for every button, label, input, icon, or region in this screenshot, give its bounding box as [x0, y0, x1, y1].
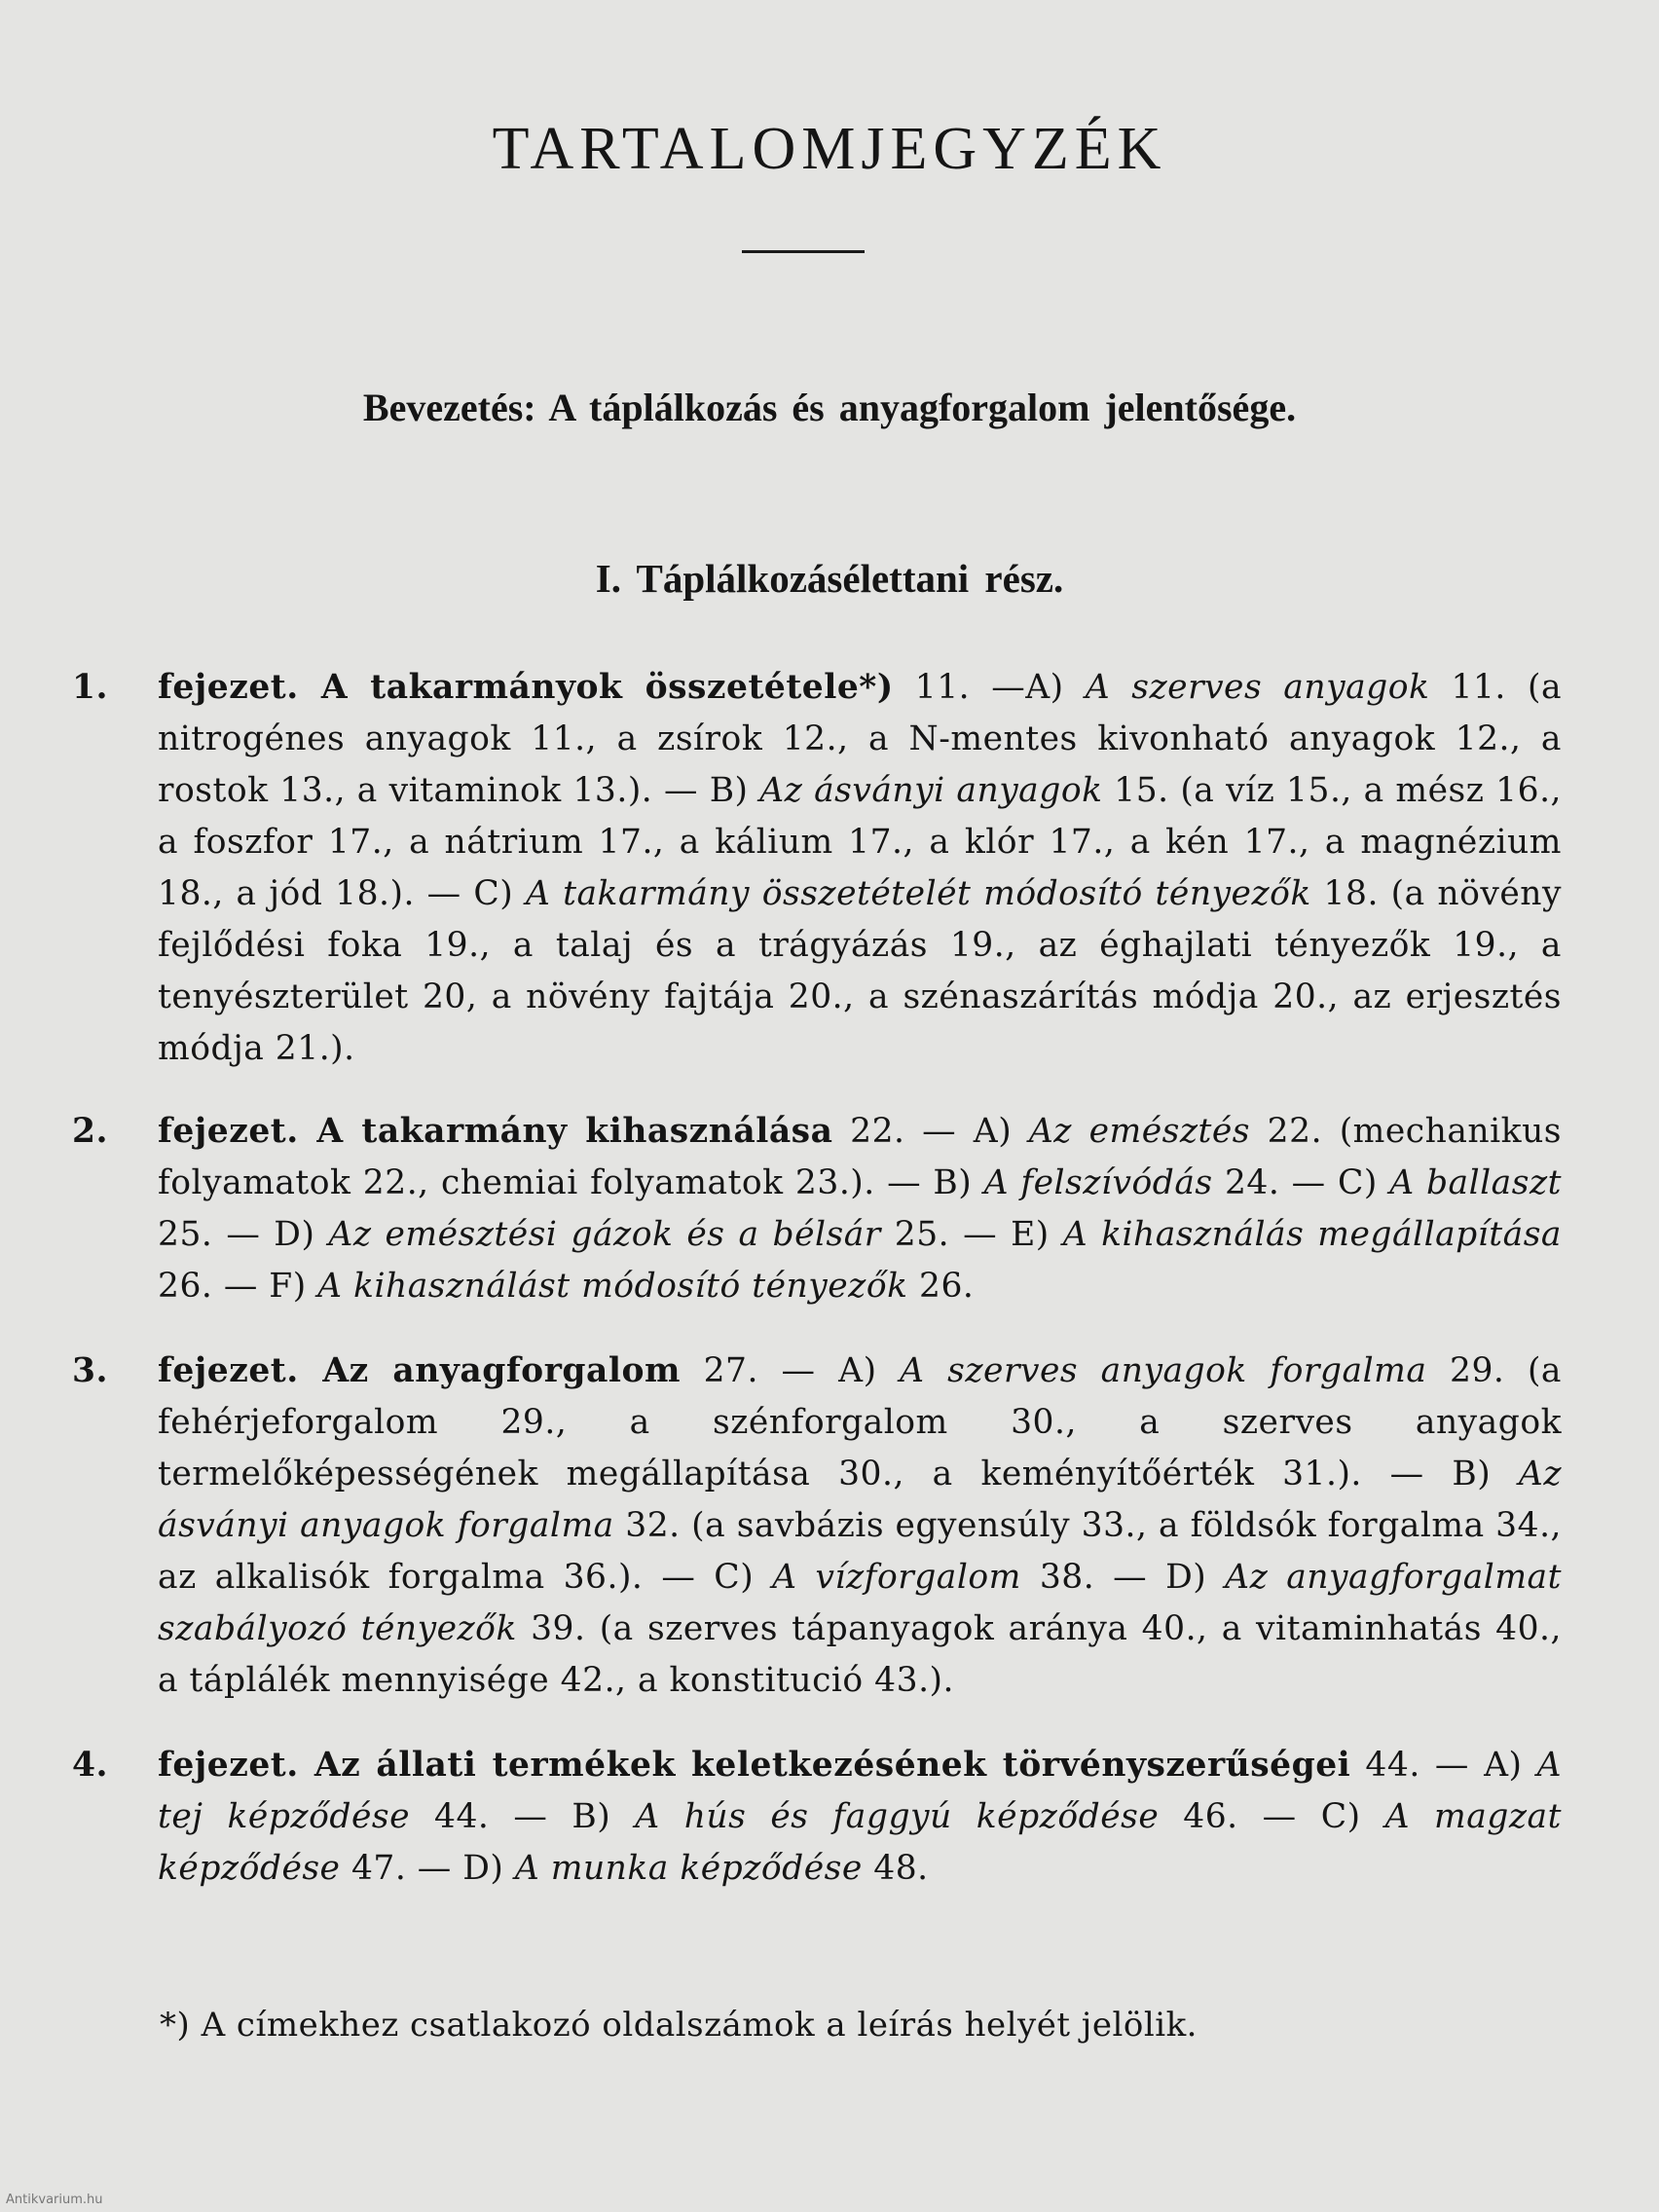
chapter-number: 1.	[72, 668, 109, 707]
chapter-segment: 27. — A)	[680, 1351, 901, 1390]
chapter-entry	[72, 1740, 1562, 1895]
chapter-text	[158, 668, 1562, 1068]
chapter-entry	[72, 1346, 1562, 1707]
chapter-segment: 44. — B)	[409, 1797, 636, 1836]
chapter-number: 4.	[72, 1746, 109, 1785]
footnote: *) A címekhez csatlakozó oldalszámok a leírás helyét jelölik.	[160, 2006, 1198, 2045]
chapter-section-title: A munka képződése	[514, 1849, 863, 1888]
chapter-segment: 25. — E)	[880, 1215, 1063, 1254]
chapter-section-title: A takarmány összetételét módosító tényezők	[525, 874, 1311, 913]
chapter-section-title: A hús és faggyú képződése	[635, 1797, 1160, 1836]
chapter-label: fejezet. Az anyagforgalom	[158, 1351, 681, 1390]
chapter-section-title: A vízforgalom	[772, 1558, 1021, 1597]
chapter-segment: 15. (a víz 15., a mész 16., a foszfor 17., a nátrium 17., a kálium 17., a klór 17., a kén 17., a magnézium 18., a jód 18.). — C)	[158, 771, 1562, 913]
chapter-segment: 26. — F)	[158, 1267, 318, 1306]
chapter-segment: 22. (mechanikus folyamatok 22., chemiai folyamatok 23.). — B)	[158, 1112, 1562, 1202]
chapter-section-title: Az ásványi anyagok	[759, 771, 1103, 810]
chapter-segment: 18. (a növény fejlődési foka 19., a talaj és a trágyázás 19., az éghajlati tényezők 19., a tenyészterület 20, a növény fajtája 20., a szénaszárítás módja 20., az erjesztés módja 21.).	[158, 874, 1562, 1068]
chapter-entry	[72, 662, 1562, 1075]
chapter-entry	[72, 1106, 1562, 1312]
chapter-segment: 29. (a fehérjeforgalom 29., a szénforgalom 30., a szerves anyagok termelőképességének megállapítása 30., a keményítőérték 31.). — B)	[158, 1351, 1562, 1493]
chapter-segment: 32. (a savbázis egyensúly 33., a földsók forgalma 34., az alkalisók forgalma 36.). — C)	[158, 1506, 1562, 1597]
chapter-list	[72, 662, 1562, 1928]
chapter-section-title: A magzat képződése	[158, 1797, 1562, 1888]
chapter-label: fejezet. A takarmány kihasználása	[158, 1112, 833, 1151]
chapter-segment: 26.	[907, 1267, 975, 1306]
chapter-text	[158, 1746, 1562, 1888]
chapter-contents	[158, 668, 1562, 1068]
chapter-segment: 47. — D)	[340, 1849, 515, 1888]
chapter-section-title: A szerves anyagok forgalma	[900, 1351, 1427, 1390]
chapter-section-title: Az emésztés	[1028, 1112, 1251, 1151]
chapter-segment: 38. — D)	[1020, 1558, 1226, 1597]
chapter-text	[158, 1351, 1562, 1700]
chapter-section-title: A felszívódás	[983, 1163, 1213, 1202]
chapter-segment: 39. (a szerves tápanyagok aránya 40., a vitaminhatás 40., a táplálék mennyisége 42., a konstitució 43.).	[158, 1609, 1562, 1700]
chapter-segment: 25. — D)	[158, 1215, 329, 1254]
chapter-section-title: A ballaszt	[1389, 1163, 1562, 1202]
chapter-number: 3.	[72, 1351, 109, 1390]
chapter-number: 2.	[72, 1112, 109, 1151]
chapter-section-title: A tej képződése	[158, 1746, 1562, 1836]
chapter-section-title: A kihasználás megállapítása	[1062, 1215, 1562, 1254]
chapter-label: fejezet. A takarmányok összetétele*)	[158, 668, 894, 707]
page-title: TARTALOMJEGYZÉK	[492, 116, 1167, 182]
part-heading: I. Táplálkozásélettani rész.	[595, 556, 1064, 601]
chapter-segment: 11. (a nitrogénes anyagok 11., a zsírok 12., a N-mentes kivonható anyagok 12., a rostok 13., a vitaminok 13.). — B)	[158, 668, 1563, 810]
chapter-contents	[158, 1351, 1562, 1700]
watermark: Antikvarium.hu	[6, 2193, 103, 2207]
chapter-segment: 24. — C)	[1212, 1163, 1390, 1202]
chapter-section-title: Az anyagforgalmat szabályozó tényezők	[158, 1558, 1562, 1648]
chapter-section-title: Az ásványi anyagok forgalma	[158, 1455, 1562, 1545]
chapter-segment: 22. — A)	[832, 1112, 1029, 1151]
chapter-section-title: A kihasználást módosító tényezők	[317, 1267, 908, 1306]
chapter-text	[158, 1112, 1562, 1306]
chapter-segment: 11. —A)	[893, 668, 1086, 707]
chapter-section-title: A szerves anyagok	[1085, 668, 1430, 707]
introduction-heading: Bevezetés: A táplálkozás és anyagforgalom jelentősége.	[362, 386, 1297, 429]
chapter-section-title: Az emésztési gázok és a bélsár	[328, 1215, 881, 1254]
chapter-segment: 46. — C)	[1159, 1797, 1385, 1836]
chapter-segment: 44. — A)	[1350, 1746, 1537, 1785]
chapter-label: fejezet. Az állati termékek keletkezésének törvényszerűségei	[158, 1746, 1351, 1785]
chapter-segment: 48.	[862, 1849, 929, 1888]
title-rule	[742, 250, 865, 253]
